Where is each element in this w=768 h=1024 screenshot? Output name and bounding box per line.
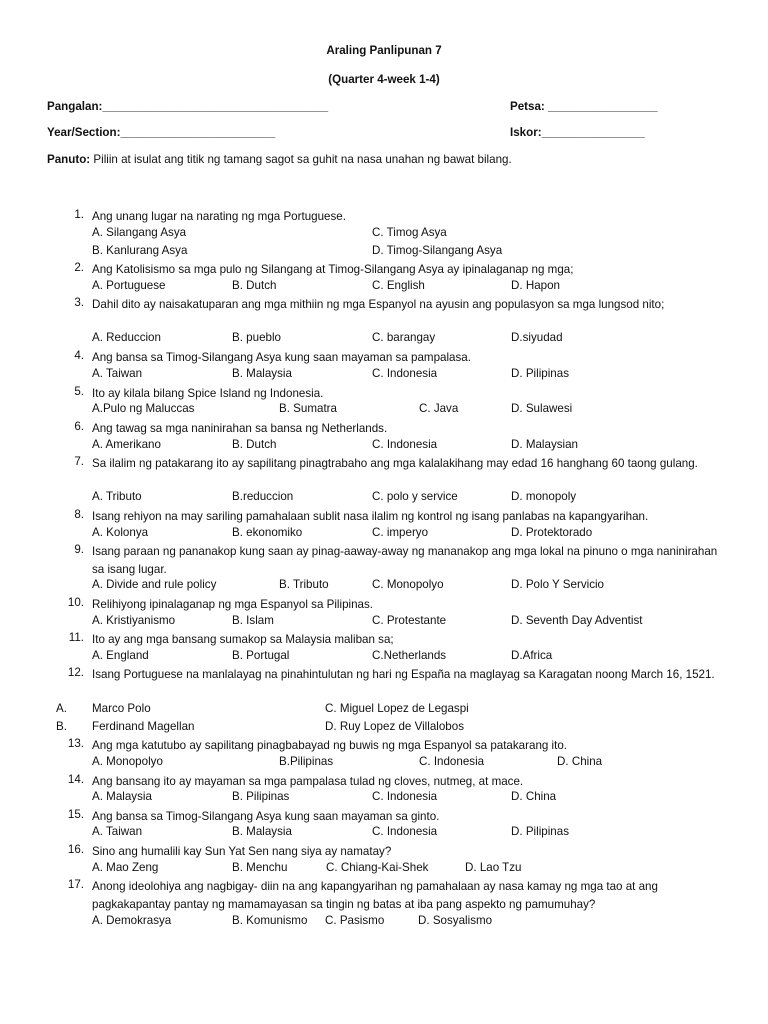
question-number: 8. (74, 508, 84, 521)
option-a-letter: A. (56, 702, 67, 715)
question-number: 13. (67, 737, 84, 750)
option-b: B.Pilipinas (279, 755, 334, 768)
option-c: C. Protestante (372, 614, 447, 627)
option-c: C. Pasismo (325, 914, 385, 927)
option-a: A. Reduccion (92, 331, 161, 344)
question-number: 1. (74, 208, 84, 221)
question-text: Ang bansa sa Timog-Silangang Asya kung saan mayaman sa ginto. (92, 810, 440, 823)
option-b-letter: B. (56, 720, 67, 733)
question-number: 14. (67, 773, 84, 786)
option-d: D.siyudad (511, 331, 563, 344)
option-a: A. Tributo (92, 490, 142, 503)
option-a: A. Mao Zeng (92, 861, 159, 874)
option-a: A. Divide and rule policy (92, 578, 217, 591)
option-c: C. Indonesia (372, 367, 438, 380)
question-text: Ang unang lugar na narating ng mga Portuguese. (92, 210, 346, 223)
option-d: D. Seventh Day Adventist (511, 614, 643, 627)
option-c: C. Miguel Lopez de Legaspi (325, 702, 469, 715)
question-text: Ang bansa sa Timog-Silangang Asya kung saan mayaman sa pampalasa. (92, 351, 471, 364)
worksheet-title: Araling Panlipunan 7 (326, 44, 442, 57)
option-c: C. Indonesia (372, 790, 438, 803)
question-text: Ang bansang ito ay mayaman sa mga pampalasa tulad ng cloves, nutmeg, at mace. (92, 775, 524, 788)
question-number: 12. (67, 666, 84, 679)
option-b: B. pueblo (232, 331, 281, 344)
question-number: 7. (74, 455, 84, 468)
option-b: B. Pilipinas (232, 790, 290, 803)
option-a: A. Monopolyo (92, 755, 163, 768)
question-number: 15. (67, 808, 84, 821)
question-number: 10. (67, 596, 84, 609)
option-b: B. ekonomiko (232, 526, 303, 539)
question-text: Sa ilalim ng patakarang ito ay sapilitang pinagtrabaho ang mga kalalakihang may edad 16 hanghang 60 taong gulang. (92, 457, 698, 470)
option-a: A.Pulo ng Maluccas (92, 402, 195, 415)
question-text: Ito ay ang mga bansang sumakop sa Malaysia maliban sa; (92, 633, 394, 646)
option-b: B. Dutch (232, 279, 277, 292)
question-number: 6. (74, 420, 84, 433)
option-d: D. Sulawesi (511, 402, 573, 415)
option-b: B. Menchu (232, 861, 288, 874)
option-b: B. Kanlurang Asya (92, 244, 188, 257)
question-text: Isang paraan ng pananakop kung saan ay pinag-aaway-away ng mananakop ang mga lokal na pinuno o mga naninirahan sa isang lugar. (92, 545, 718, 576)
option-d: D.Africa (511, 649, 553, 662)
option-d: D. Hapon (511, 279, 560, 292)
instructions (47, 153, 512, 166)
question-text: Ang Katolisismo sa mga pulo ng Silangang at Timog-Silangang Asya ay ipinalaganap ng mga; (92, 263, 574, 276)
instructions-text: Piliin at isulat ang titik ng tamang sagot sa guhit na nasa unahan ng bawat bilang. (93, 153, 512, 166)
option-a: A. Malaysia (92, 790, 152, 803)
option-a: A. Amerikano (92, 438, 161, 451)
question-text: Sino ang humalili kay Sun Yat Sen nang siya ay namatay? (92, 845, 392, 858)
question-number: 17. (67, 878, 84, 891)
question-number: 16. (67, 843, 84, 856)
option-d: D. Pilipinas (511, 367, 569, 380)
question-number: 3. (74, 296, 84, 309)
option-a: A. Silangang Asya (92, 226, 187, 239)
date-field: Petsa: _________________ (510, 100, 658, 113)
option-a: A. Kristiyanismo (92, 614, 176, 627)
option-c: C.Netherlands (372, 649, 447, 662)
option-c: C. Indonesia (419, 755, 485, 768)
option-c: C. Java (419, 402, 459, 415)
question-number: 9. (74, 543, 84, 556)
question-text: Ang mga katutubo ay sapilitang pinagbabayad ng buwis ng mga Espanyol sa patakarang ito. (92, 739, 568, 752)
option-d: D. Polo Y Servicio (511, 578, 605, 591)
option-b: B. Dutch (232, 438, 277, 451)
option-d: D. Pilipinas (511, 825, 569, 838)
option-c: C. Monopolyo (372, 578, 444, 591)
option-b: B. Islam (232, 614, 274, 627)
option-b: B. Malaysia (232, 825, 292, 838)
option-a: Marco Polo (92, 702, 151, 715)
question-text: Ito ay kilala bilang Spice Island ng Indonesia. (92, 387, 324, 400)
option-d: D. China (511, 790, 557, 803)
option-c: C. imperyo (372, 526, 429, 539)
question-number: 2. (74, 261, 84, 274)
option-b: B.reduccion (232, 490, 294, 503)
question-text: Anong ideolohiya ang nagbigay- diin na ang kapangyarihan ng pamahalaan ay nasa kamay ng mga tao at ang pagkakapantay pantay ng mamamayasan sa tingin ng batas at iba pang aspekto ng pamumuhay? (92, 880, 658, 911)
option-b: B. Sumatra (279, 402, 337, 415)
option-c: C. English (372, 279, 425, 292)
option-d: D. Protektorado (511, 526, 593, 539)
section-field: Year/Section:________________________ (47, 126, 276, 139)
option-b: B. Malaysia (232, 367, 292, 380)
option-c: C. polo y service (372, 490, 458, 503)
option-c: C. Chiang-Kai-Shek (326, 861, 429, 874)
score-field: Iskor:________________ (510, 126, 645, 139)
option-a: A. Taiwan (92, 367, 143, 380)
option-b: B. Komunismo (232, 914, 308, 927)
option-d: D. Malaysian (511, 438, 579, 451)
question-text: Isang Portuguese na manlalayag na pinahintulutan ng hari ng España na maglayag sa Karagatan noong March 16, 1521. (92, 668, 715, 681)
option-d: D. Ruy Lopez de Villalobos (325, 720, 464, 733)
option-d: D. China (557, 755, 603, 768)
option-b: Ferdinand Magellan (92, 720, 195, 733)
option-c: C. Indonesia (372, 438, 438, 451)
question-text: Dahil dito ay naisakatuparan ang mga mithiin ng mga Espanyol na ayusin ang populasyon sa mga lungsod nito; (92, 298, 665, 311)
worksheet-subtitle: (Quarter 4-week 1-4) (328, 73, 440, 86)
option-c: C. Timog Asya (372, 226, 447, 239)
option-d: D. Sosyalismo (418, 914, 493, 927)
option-a: A. Portuguese (92, 279, 166, 292)
option-a: A. England (92, 649, 149, 662)
option-d: D. Timog-Silangang Asya (372, 244, 503, 257)
option-a: A. Demokrasya (92, 914, 172, 927)
option-a: A. Taiwan (92, 825, 143, 838)
question-text: Isang rehiyon na may sariling pamahalaan sublit nasa ilalim ng kontrol ng isang panlabas na kapangyarihan. (92, 510, 649, 523)
question-number: 4. (74, 349, 84, 362)
question-number: 5. (74, 385, 84, 398)
option-c: C. barangay (372, 331, 436, 344)
option-c: C. Indonesia (372, 825, 438, 838)
option-d: D. Lao Tzu (465, 861, 522, 874)
question-text: Ang tawag sa mga naninirahan sa bansa ng Netherlands. (92, 422, 388, 435)
option-d: D. monopoly (511, 490, 577, 503)
name-field: Pangalan:___________________________________ (47, 100, 329, 113)
instructions-label: Panuto: (47, 153, 91, 166)
option-a: A. Kolonya (92, 526, 149, 539)
option-b: B. Tributo (279, 578, 329, 591)
question-text: Relihiyong ipinalaganap ng mga Espanyol sa Pilipinas. (92, 598, 374, 611)
question-number: 11. (68, 631, 84, 644)
option-b: B. Portugal (232, 649, 290, 662)
